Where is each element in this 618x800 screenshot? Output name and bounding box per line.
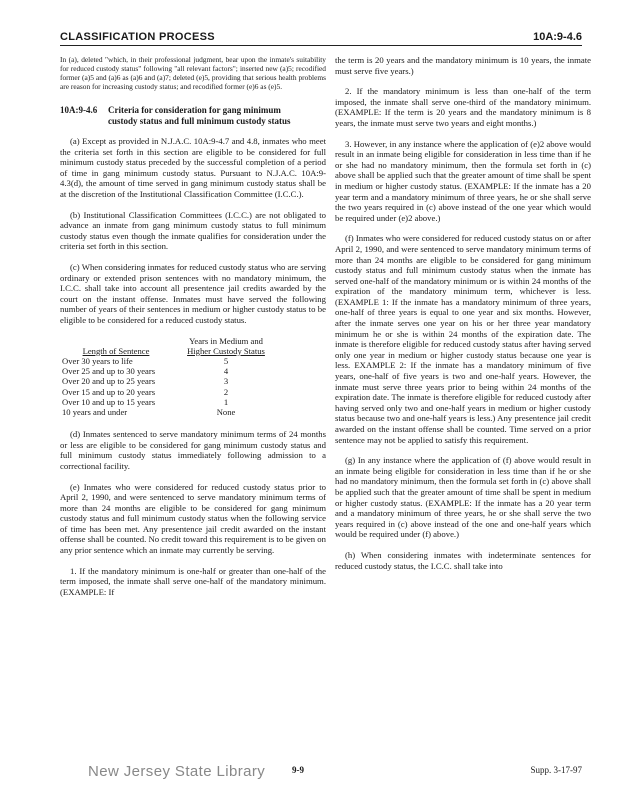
paragraph-e-1: 1. If the mandatory minimum is one-half or greater than one-half of the term imposed, the inmate shall serve one-half of the mandatory minimum. (EXAMPLE: If (60, 565, 326, 597)
right-column (335, 55, 591, 581)
paragraph-f: (f) Inmates who were considered for reduced custody status on or after April 2, 1990, and were sentenced to serve mandatory minimum terms of more than 24 months are eligible to be considered for gang minimum custody status and full minimum custody status when the inmate has served one-half of the mandatory minimum or is within 24 months of the expiration of the mandatory minimum term, whichever is less. (EXAMPLE 1: If the inmate has a mandatory minimum of three years, one-half of three years is equal to one year and six months. However, after the inmate serves one year on his or her three year mandatory minimum he or she is within 24 months of the expiration date. The inmate is therefore eligible for reduced custody status after having served only one year in medium or higher custody status because one year is less. EXAMPLE 2: If the inmate has a mandatory minimum of five years, one-half of five years is two and one-half years. However, the inmate must serve three years prior to being within 24 months of the expiration date. The inmate is therefore eligible for reduced custody after having served only two and one-half years in medium or higher custody status because two and one-half years is less.) Any presentence jail credit awarded on the instant offense shall be counted. Time served on a prior sentence may not be applied to satisfy this requirement. (335, 233, 591, 445)
sentence-table (62, 336, 282, 418)
table-row: 10 years and under None (62, 406, 236, 417)
paragraph-a: (a) Except as provided in N.J.A.C. 10A:9-4.7 and 4.8, inmates who meet the criteria set forth in this section are eligible to be considered for full minimum custody status preceded by the successful completion of a period of time in gang minimum custody status. Pursuant to N.J.A.C. 10A:9-4.3(d), the amount of time served in gang minimum custody status shall be at the discretion of the Institutional Classification Committee (I.C.C.). (60, 136, 326, 199)
section-number: 10A:9-4.6 (60, 105, 98, 115)
library-watermark: New Jersey State Library (88, 763, 266, 780)
paragraph-e: (e) Inmates who were considered for reduced custody status prior to April 2, 1990, and were sentenced to serve mandatory minimum terms of more than 24 months are eligible to be considered for gang minimum custody status and full minimum custody status when the following service of time has been met. Any presentence jail credit awarded on the instant offense shall be counted. No credit toward this requirement is to be given on any prior sentence which an inmate may currently be serving. (60, 481, 326, 556)
page-footer (60, 762, 582, 784)
table-row: Over 30 years to life 5 (62, 355, 229, 366)
chapter-title: CLASSIFICATION PROCESS (60, 31, 215, 43)
table-row: Over 15 and up to 20 years 2 (62, 386, 229, 397)
paragraph-c: (c) When considering inmates for reduced custody status who are serving ordinary or extended prison sentences with no mandatory minimum, the I.C.C. shall take into account all presentence jail credits awarded by the court on the instant offense. Inmates must have served the following number of years of their sentences in medium or higher custody status to be eligible to be considered for a reduced custody status. (60, 261, 326, 325)
paragraph-e-2: 2. If the mandatory minimum is less than one-half of the term imposed, the inmate shall serve one-third of the mandatory minimum. (EXAMPLE: If the term is 20 years and the mandatory minimum is 8 years, the inmate must serve two years and eight months.) (335, 86, 591, 128)
amendment-note: In (a), deleted "which, in their professional judgment, bear upon the inmate's suitability for reduced custody status" following "all relevant factors"; inserted new (a)5; recodified former (a)5 and (a)6 as (a)6 and (a)7; deleted (e)5, providing that serious health problems are reason for increasing custody status; and recodified former (e)6 as (e)5. (60, 55, 326, 91)
page-number: 9-9 (292, 765, 304, 775)
left-column (60, 55, 326, 607)
paragraph-d: (d) Inmates sentenced to serve mandatory minimum terms of 24 months or less are eligible to be considered for gang minimum custody status and full minimum custody status immediately following admission to a correctional facility. (60, 429, 326, 471)
table-header-years: Years in Medium and Higher Custody Status (187, 335, 265, 356)
table-row: Over 10 and up to 15 years 1 (62, 396, 229, 407)
section-title-line-1: Criteria for consideration for gang minimum (108, 105, 281, 115)
section-reference: 10A:9-4.6 (533, 31, 582, 43)
section-heading (60, 105, 326, 127)
running-header (60, 28, 582, 46)
paragraph-e-3: 3. However, in any instance where the application of (e)2 above would result in an inmate being eligible for consideration in less time than if he or she had no mandatory minimum, then the formula set forth in (c) above shall be applied such that the greater amount of time shall be spent in medium or higher custody status. (EXAMPLE: If the inmate has a 20 year term and a mandatory minimum of three years, he or she shall serve the two years required in (c) above instead of the one year which would be required under (e)2 above.) (335, 138, 591, 223)
paragraph-e-1-continued: the term is 20 years and the mandatory minimum is 10 years, the inmate must serve five years.) (335, 55, 591, 76)
section-title-line-2: custody status and full minimum custody status (108, 116, 291, 126)
paragraph-b: (b) Institutional Classification Committees (I.C.C.) are not obligated to advance an inmate from gang minimum custody status to full minimum custody status even though the inmate qualifies for consideration under the criteria set forth in this section. (60, 209, 326, 252)
paragraph-h: (h) When considering inmates with indeterminate sentences for reduced custody status, the I.C.C. shall take into (335, 549, 591, 571)
supplement-date: Supp. 3-17-97 (530, 765, 582, 775)
table-row: Over 20 and up to 25 years 3 (62, 376, 229, 387)
table-header-length: Length of Sentence (82, 345, 150, 356)
table-row: Over 25 and up to 30 years 4 (62, 366, 229, 377)
paragraph-g: (g) In any instance where the application of (f) above would result in an inmate being eligible for consideration in less time than if he or she had no mandatory minimum, then the formula set forth in (c) above shall be applied such that the greater amount of time shall be spent in medium or higher custody status. (EXAMPLE: If the inmate has a 20 year term and a mandatory minimum of three years, he or she shall serve the two years required in (c) above instead of the one and one-half years which would be required under (f) above.) (335, 455, 591, 540)
